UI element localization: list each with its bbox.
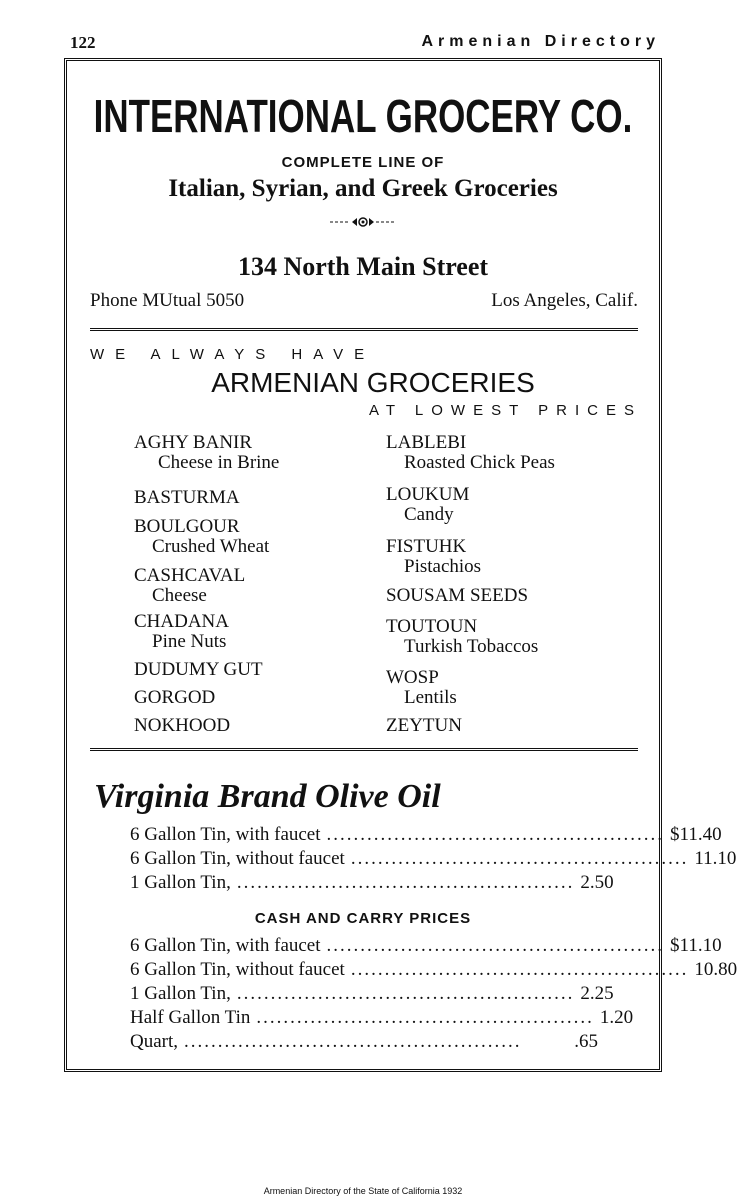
complete-line-of: COMPLETE LINE OF: [281, 154, 445, 171]
list-item: LABLEBI Roasted Chick Peas: [386, 432, 555, 473]
price-row: 6 Gallon Tin, with faucet .................................................. $11.40: [130, 824, 722, 845]
cash-and-carry-label: CASH AND CARRY PRICES: [254, 910, 472, 927]
list-item: LOUKUM Candy: [386, 484, 470, 525]
company-name: INTERNATIONAL GROCERY CO.: [93, 90, 633, 142]
price-row: Quart, .................................................. .65: [130, 1031, 598, 1052]
price-row: 6 Gallon Tin, without faucet .................................................. 10.80: [130, 959, 737, 980]
olive-oil-title: Virginia Brand Olive Oil: [94, 778, 441, 815]
list-item: BOULGOUR Crushed Wheat: [134, 516, 270, 557]
list-item: SOUSAM SEEDS: [386, 585, 529, 606]
list-item: DUDUMY GUT: [134, 659, 263, 680]
list-item: TOUTOUN Turkish Tobaccos: [386, 616, 539, 657]
price-row: 1 Gallon Tin, .................................................. 2.25: [130, 983, 614, 1004]
regular-price-list: [130, 824, 737, 896]
list-item: CASHCAVAL Cheese: [134, 565, 246, 606]
lowest-prices: AT LOWEST PRICES: [368, 402, 642, 419]
list-item: BASTURMA: [134, 487, 240, 508]
price-row: 1 Gallon Tin, .................................................. 2.50: [130, 872, 614, 893]
list-item: FISTUHK Pistachios: [386, 536, 482, 577]
divider-rule: [90, 328, 638, 331]
street-address: 134 North Main Street: [237, 252, 489, 281]
list-item: NOKHOOD: [134, 715, 231, 736]
list-item: AGHY BANIR Cheese in Brine: [134, 432, 280, 473]
divider-rule: [90, 748, 638, 751]
list-item: GORGOD: [134, 687, 216, 708]
city: Los Angeles, Calif.: [491, 290, 638, 311]
phone-number: Phone MUtual 5050: [90, 290, 245, 311]
list-item: CHADANA Pine Nuts: [134, 611, 229, 652]
list-item: ZEYTUN: [386, 715, 462, 736]
price-row: Half Gallon Tin .................................................. 1.20: [130, 1007, 634, 1028]
list-item: WOSP Lentils: [386, 667, 457, 708]
armenian-groceries-title: ARMENIAN GROCERIES: [211, 367, 535, 398]
groceries-types: Italian, Syrian, and Greek Groceries: [168, 175, 558, 202]
we-always-have: WE ALWAYS HAVE: [90, 346, 376, 363]
running-title: Armenian Directory: [421, 33, 660, 50]
page-number: 122: [70, 33, 96, 52]
ornament-divider-icon: [0, 213, 726, 236]
footer-source: Armenian Directory of the State of California 1932: [263, 1186, 463, 1196]
cash-price-list: [130, 935, 737, 1055]
price-row: 6 Gallon Tin, with faucet .................................................. $11.10: [130, 935, 722, 956]
price-row: 6 Gallon Tin, without faucet .................................................. 11.10: [130, 848, 737, 869]
